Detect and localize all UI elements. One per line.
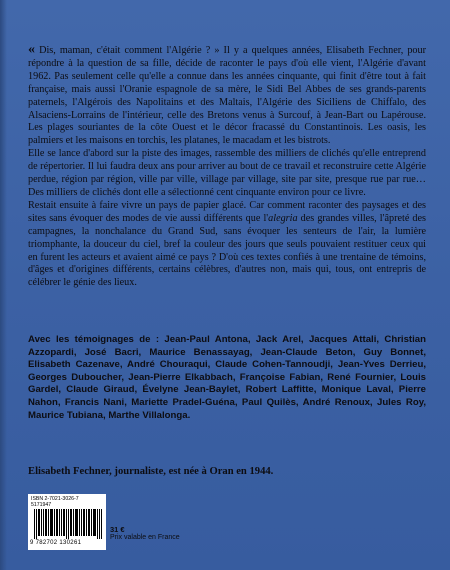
barcode-code: 5171947 — [31, 502, 52, 508]
isbn-text: ISBN 2-7021-3026-7 — [31, 496, 79, 502]
contributors-list — [28, 334, 426, 422]
barcode-bars — [34, 509, 102, 539]
intro-paragraph-1: « Dis, maman, c'était comment l'Algérie ? » Il y a quelques années, Elisabeth Fechner, pour répondre à la question de sa fille, décide de raconter le pays d'où elle vient, l'Algérie d'avant 1962. Pas seulement celle qu'elle a connue dans les années cinquante, qui finit d'être tout à fait française, mais aussi l'Oranie espagnole de sa mère, le Sidi Bel Abbes de ses grands-parents paternels, l'Algérois des Napolitains et des Maltais, l'Algérie des Siciliens de Chiffalo, des Alsaciens-Lorrains de l'intérieur, celle des Bretons venus à Surcouf, à Jean-Bart ou Lapérouse. Les plages souriantes de la côte Ouest et le décor fracassé du Constantinois. Les oasis, les palmiers et les maisons en torchis, les platanes, le macadam et les bistrots. — [28, 42, 426, 147]
ean-number: 9 782702 130261 — [30, 540, 82, 546]
price-block — [110, 526, 180, 542]
price-note: Prix valable en France — [110, 534, 180, 541]
author-note: Elisabeth Fechner, journaliste, est née à Oran en 1944. — [28, 466, 274, 477]
open-quote: « — [28, 42, 35, 57]
contributors-names: Jean-Paul Antona, Jack Arel, Jacques Attali, Christian Azzopardi, José Bacri, Maurice Benassayag, Jean-Claude Beton, Guy Bonnet, Elisabeth Cazenave, André Chouraqui, Claude Cohen-Tannoudji, Jean-Yves Derrieu, Georges Duboucher, Jean-Pierre Elkabbach, Françoise Fabian, René Fournier, Louis Gardel, Claude Giraud, Évelyne Jean-Baylet, Robert Laffitte, Monique Laval, Pierre Nahon, Francis Nani, Mariette Pradel-Guéna, Paul Quilès, André Renoux, Jules Roy, Maurice Tubiana, Marthe Villalonga. — [28, 334, 426, 421]
intro-paragraph-2: Elle se lance d'abord sur la piste des images, rassemble des milliers de clichés qu'elle entreprend de répertorier. Il lui faudra deux ans pour arriver au bout de ce travail et reconstruire cette Algérie perdue, région par région, ville par ville, village par village, site par site, presque rue par rue… Des milliers de clichés dont elle a sélectionné cent cinquante environ pour ce livre. — [28, 148, 426, 198]
spine-shadow — [0, 0, 7, 570]
barcode — [28, 494, 106, 550]
intro-text — [28, 44, 426, 290]
italic-word: alegria — [268, 212, 298, 224]
contributors-lead: Avec les témoignages de : — [28, 334, 160, 345]
intro-paragraph-3: Restait ensuite à faire vivre un pays de papier glacé. Car comment raconter des paysages et des sites sans évoquer des modes de vie aussi différents que l'alegria des grandes villes, l'âpreté des campagnes, la nonchalance du Grand Sud, sans évoquer les senteurs de l'air, la lumière triomphante, la douceur du ciel, bref la couleur des jours que seuls pouvaient restituer ceux qui en furent les acteurs et avaient aimé ce pays ? D'où ces textes confiés à une trentaine de témoins, d'âges et d'origines différents, certains célèbres, d'autres non, mais qui, tous, ont entrepris de célébrer le génie des lieux. — [28, 199, 426, 289]
price-amount: 31 € — [110, 525, 125, 534]
